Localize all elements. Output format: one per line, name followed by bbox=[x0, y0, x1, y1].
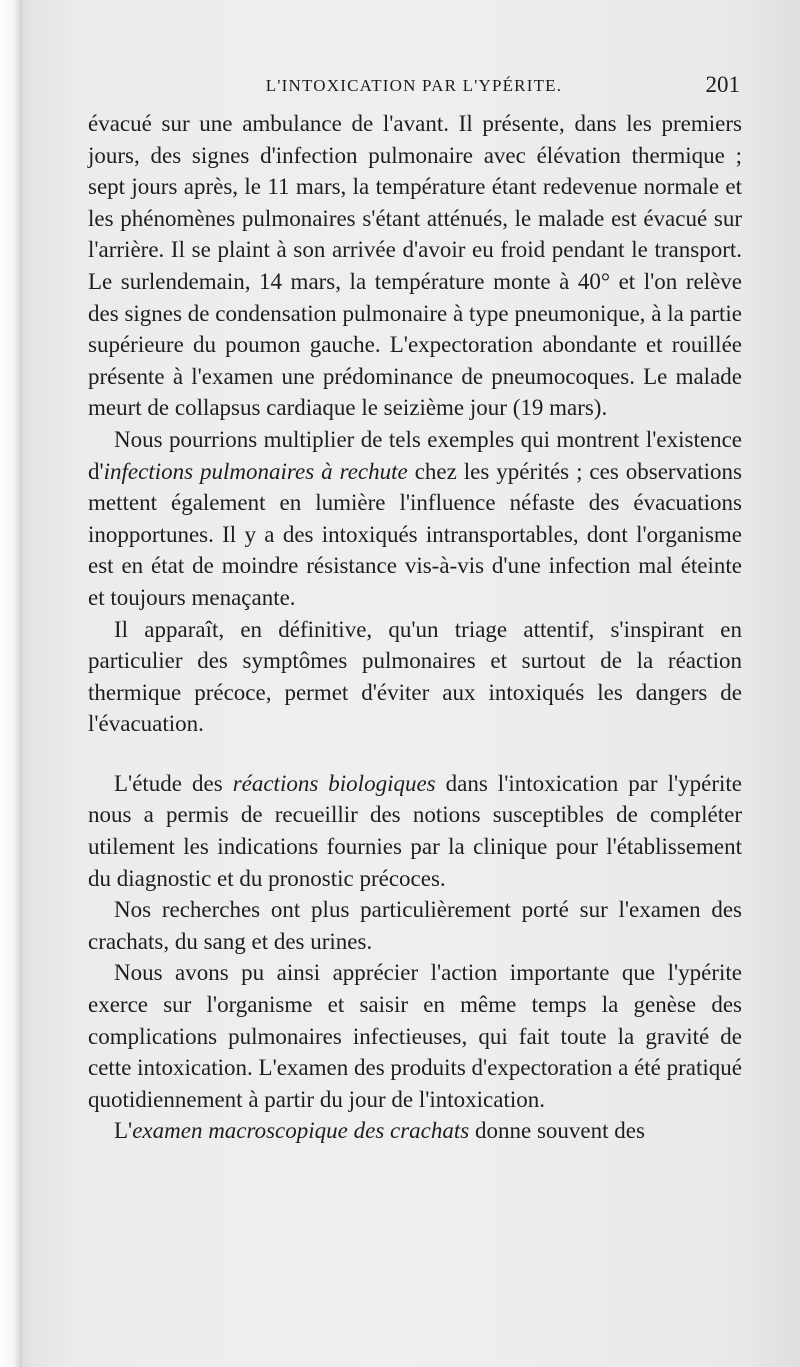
paragraph bbox=[88, 424, 742, 614]
paragraph bbox=[88, 957, 742, 1115]
paragraph bbox=[88, 614, 742, 740]
paragraph bbox=[88, 894, 742, 957]
text-run: donne souvent des bbox=[469, 1118, 645, 1144]
italic-text-run: examen macroscopique des crachats bbox=[132, 1118, 470, 1144]
text-run: évacué sur une ambulance de l'avant. Il présente, dans les premiers jours, des signes d'infection pulmonaire avec élévation thermique ; sept jours après, le 11 mars, la température étant redevenue normale et les phénomènes pulmonaires s'étant atténués, le malade est évacué sur l'arrière. Il se plaint à son arrivée d'avoir eu froid pendant le transport. Le surlendemain, 14 mars, la température monte à 40° et l'on relève des signes de condensation pulmonaire à type pneumonique, à la partie supérieure du poumon gauche. L'expectoration abondante et rouillée présente à l'examen une prédominance de pneumocoques. Le malade meurt de collapsus cardiaque le seizième jour (19 mars). bbox=[88, 111, 742, 421]
text-run: Il apparaît, en définitive, qu'un triage attentif, s'inspirant en particulier des symptômes pulmonaires et surtout de la réaction thermique précoce, permet d'éviter aux intoxiqués les dangers de l'évacuation. bbox=[88, 616, 742, 737]
page-gutter-edge bbox=[0, 0, 22, 1367]
paragraph bbox=[88, 1115, 742, 1147]
text-run: Nous pourrions multiplier de tels exemples qui montrent l'existence d' bbox=[88, 426, 742, 484]
paragraph-continued bbox=[88, 108, 742, 424]
page-body bbox=[88, 108, 742, 1147]
paragraph-section-start bbox=[88, 768, 742, 894]
text-run: L' bbox=[114, 1118, 133, 1144]
text-run: L'étude des bbox=[114, 770, 233, 796]
text-run: Nos recherches ont plus particulièrement porté sur l'examen des crachats, du sang et des urines. bbox=[88, 897, 742, 954]
text-run: dans l'intoxication par l'ypérite nous a permis de recueillir des notions susceptibles de compléter utilement les indications fournies par la clinique pour l'établissement du diagnostic et du pronostic précoces. bbox=[88, 770, 742, 891]
italic-text-run: infections pulmonaires à rechute bbox=[103, 458, 408, 484]
text-run: Nous avons pu ainsi apprécier l'action importante que l'ypérite exerce sur l'organisme et saisir en même temps la genèse des complications pulmonaires infectieuses, qui fait toute la gravité de cette intoxication. L'examen des produits d'expectoration a été pratiqué quotidiennement à partir du jour de l'intoxication. bbox=[88, 960, 742, 1112]
italic-text-run: réactions biologiques bbox=[232, 770, 436, 796]
text-run: chez les ypérités ; ces observations mettent également en lumière l'influence néfaste des évacuations inopportunes. Il y a des intoxiqués intransportables, dont l'organisme est en état de moindre résistance vis-à-vis d'une infection mal éteinte et toujours menaçante. bbox=[88, 458, 743, 610]
page-header bbox=[88, 70, 740, 104]
page-number: 201 bbox=[705, 72, 740, 97]
running-head: L'INTOXICATION PAR L'YPÉRITE. bbox=[265, 76, 563, 95]
